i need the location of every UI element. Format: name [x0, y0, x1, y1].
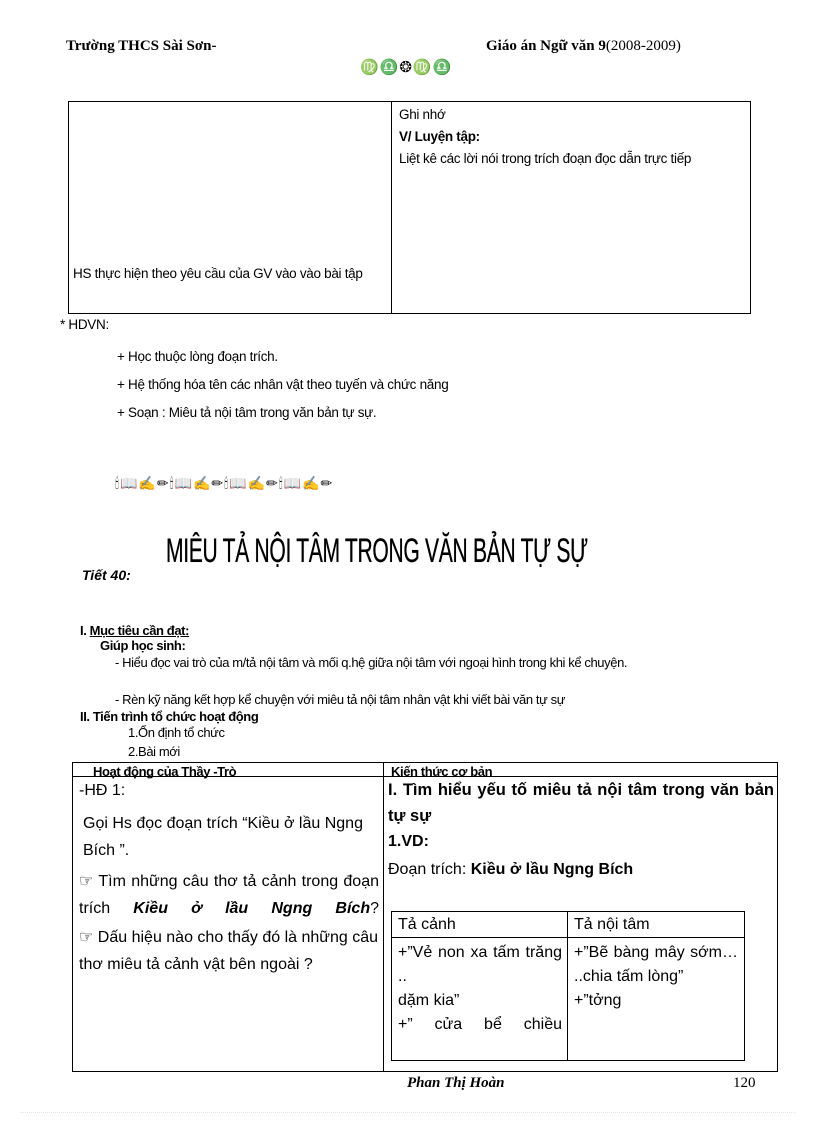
- section-2-heading: II. Tiến trình tổ chức hoạt động: [80, 709, 259, 724]
- goal-item-1: - Hiểu đọc vai trò của m/tả nội tâm và mối q.hệ giữa nội tâm với ngoại hình trong khi kể chuyện.: [115, 655, 628, 670]
- note-label: Ghi nhớ: [399, 107, 446, 122]
- plan-title: [486, 38, 681, 55]
- author-name: Phan Thị Hoàn: [407, 1075, 505, 1091]
- table-divider: [391, 102, 392, 313]
- list-item: + Hệ thống hóa tên các nhân vật theo tuyến và chức năng: [117, 377, 449, 392]
- question-1: [79, 868, 379, 922]
- goal-subheading: Giúp học sinh:: [100, 638, 186, 653]
- lesson-title: MIÊU TẢ NỘI TÂM TRONG VĂN BẢN TỰ SỰ: [166, 532, 588, 570]
- inner-table: [391, 911, 745, 1061]
- main-table: [72, 762, 778, 1072]
- excerpt-line: [388, 857, 774, 883]
- table-divider: [383, 763, 384, 1071]
- top-table-right-cell: [399, 104, 747, 170]
- inner-header-inner-feelings: Tả nội tâm: [574, 916, 650, 933]
- lesson-number: Tiết 40:: [82, 567, 131, 583]
- list-item: +” cửa bể chiều: [398, 1016, 562, 1033]
- school-name: Trường THCS Sài Sơn-: [66, 38, 217, 54]
- knowledge-heading: I. Tìm hiểu yếu tố miêu tả nội tâm trong văn bản tự sự: [388, 781, 774, 825]
- list-item: + Soạn : Miêu tả nội tâm trong văn bản tự sự.: [117, 405, 377, 420]
- school-year: (2008-2009): [605, 38, 681, 54]
- list-item: +”tởng: [574, 992, 622, 1009]
- practice-heading: V/ Luyện tập:: [399, 129, 480, 144]
- knowledge-cell: [388, 777, 774, 883]
- page-number: 120: [733, 1075, 756, 1091]
- example-label: 1.VD:: [388, 833, 429, 850]
- goal-item-2: - Rèn kỹ năng kết hợp kể chuyện với miêu tả nội tâm nhân vật khi viết bài văn tự sự: [115, 692, 565, 707]
- section-1-label: Mục tiêu cần đạt:: [89, 623, 190, 638]
- inner-col-feelings: [574, 941, 738, 1013]
- top-table: [68, 101, 751, 314]
- question-1-mark: ?: [370, 900, 379, 917]
- step-1: 1.Ổn định tổ chức: [128, 725, 225, 740]
- activity-instruction: Gọi Hs đọc đoạn trích “Kiều ở lầu Ngng Bích ”.: [83, 815, 363, 859]
- section-1-heading: [80, 624, 189, 637]
- question-2: ☞ Dấu hiệu nào cho thấy đó là những câu thơ miêu tả cảnh vật bên ngoài ?: [79, 929, 379, 973]
- inner-header-scene: Tả cảnh: [398, 916, 456, 933]
- activity-label: -HĐ 1:: [79, 782, 126, 799]
- list-item: +”Vẻ non xa tấm trăng ..: [398, 944, 562, 985]
- inner-col-scene: [398, 941, 562, 1037]
- step-2: 2.Bài mới: [128, 744, 180, 759]
- list-item: + Học thuộc lòng đoạn trích.: [117, 349, 278, 364]
- col-header-activity: Hoạt động của Thầy -Trò: [93, 764, 237, 779]
- inner-table-header-divider: [392, 937, 744, 938]
- decorative-divider: 🕯📖✍✏🕯📖✍✏🕯📖✍✏🕯📖✍✏: [115, 475, 334, 491]
- hdvn-label: * HDVN:: [60, 317, 109, 332]
- inner-table-divider: [567, 912, 568, 1060]
- header-ornament: ♍♎❂♍♎: [360, 59, 453, 76]
- page-bottom-rule: [20, 1112, 796, 1113]
- practice-text: Liệt kê các lời nói trong trích đoạn đọc dẫn trực tiếp: [399, 151, 692, 166]
- excerpt-label: Đoạn trích:: [388, 861, 471, 878]
- list-item: ..chia tấm lòng”: [574, 968, 684, 985]
- plan-name: Giáo án Ngữ văn 9: [486, 38, 606, 54]
- question-1-title: Kiều ở lầu Ngng Bích: [133, 900, 371, 917]
- list-item: +”Bẽ bàng mây sớm…: [574, 944, 738, 961]
- list-item: dặm kia”: [398, 992, 460, 1009]
- activity-cell: [79, 777, 379, 978]
- excerpt-title: Kiều ở lầu Ngng Bích: [470, 861, 634, 878]
- hdvn-list: [117, 343, 448, 427]
- question-1-text: ☞ Tìm những câu thơ tả cảnh trong đoạn trích: [79, 873, 379, 917]
- section-1-prefix: I.: [80, 623, 90, 638]
- col-header-knowledge: Kiến thức cơ bản: [391, 764, 493, 779]
- top-table-left-cell: HS thực hiện theo yêu cầu của GV vào vào bài tập: [73, 266, 363, 281]
